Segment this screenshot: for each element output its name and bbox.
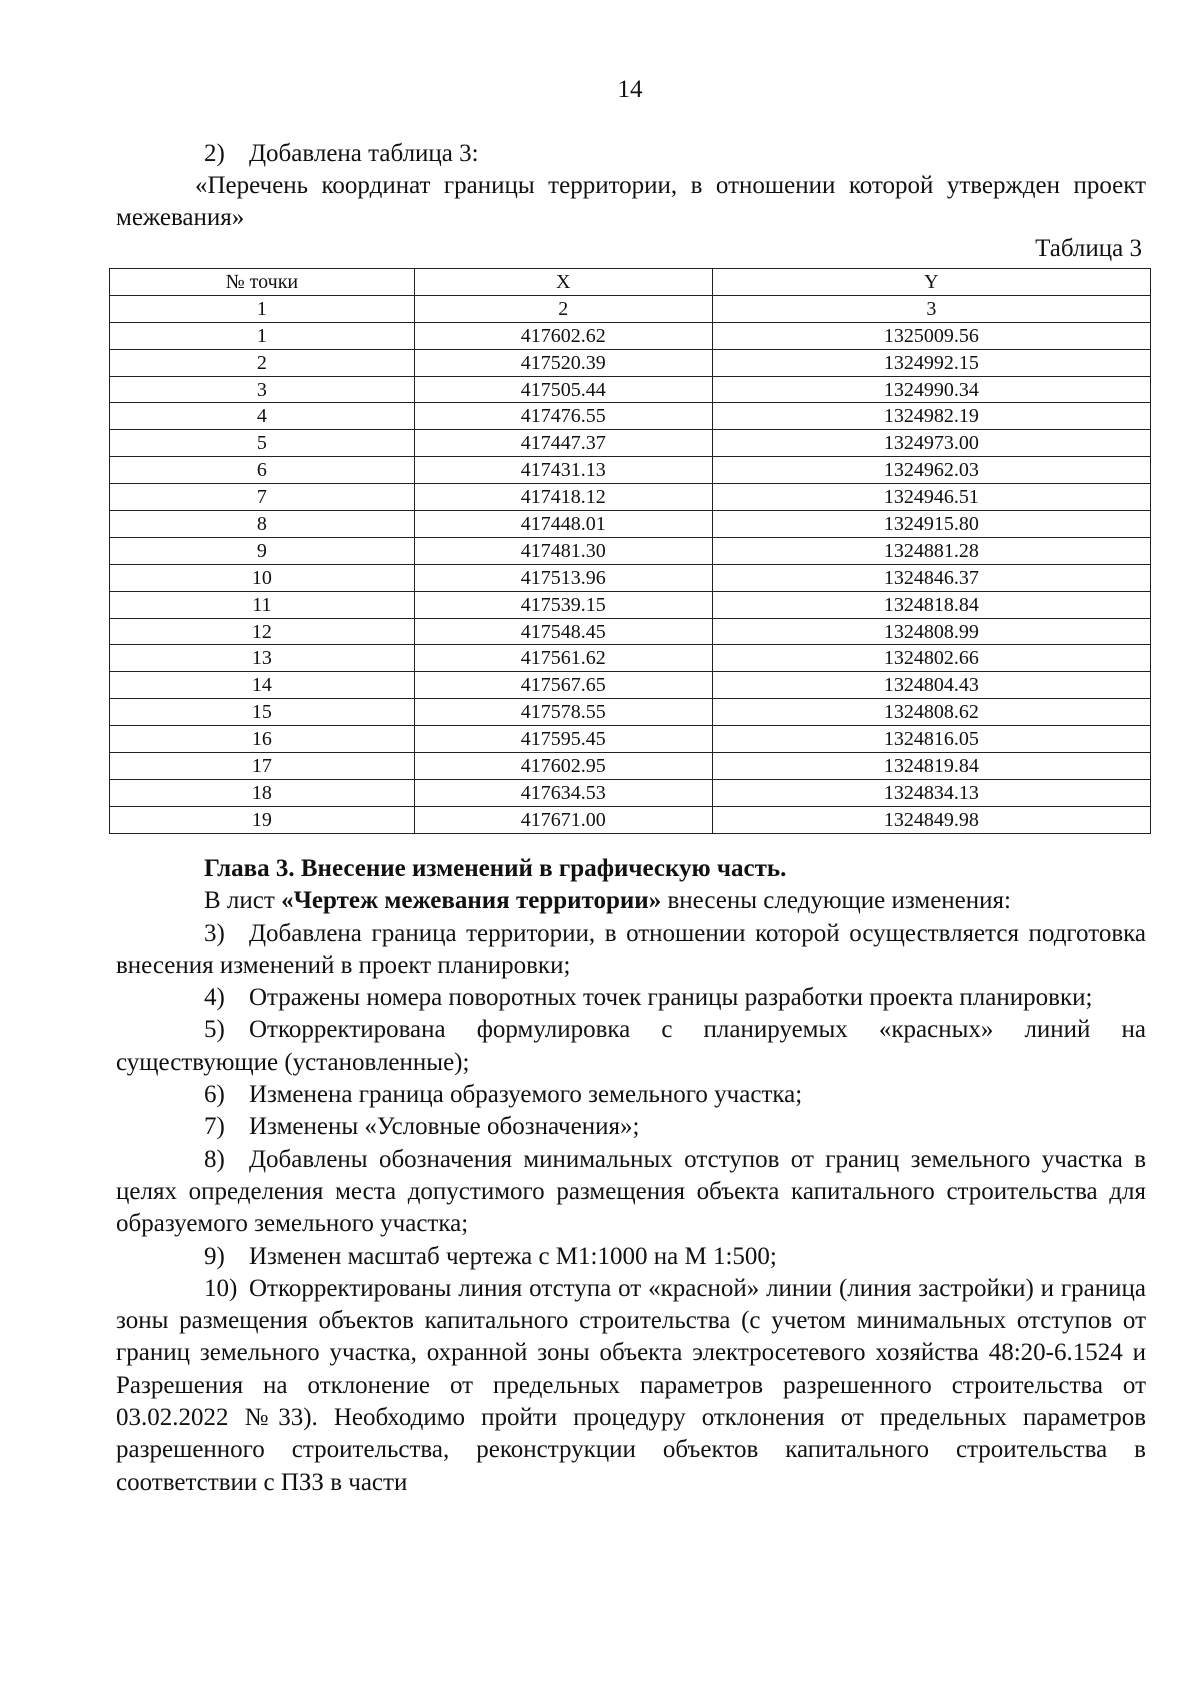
cell-x: 417634.53 — [414, 779, 712, 806]
cell-x: 417578.55 — [414, 699, 712, 726]
table-row — [110, 484, 1151, 511]
change-item-text: Добавлена граница территории, в отношении которой осуществляется подготовка внесения изменений в проект планировки; — [116, 919, 1146, 979]
item-text: Добавлена таблица 3: — [249, 140, 479, 167]
table-row — [110, 376, 1151, 403]
cell-y: 1324849.98 — [712, 806, 1150, 833]
change-item-number: 9) — [204, 1242, 225, 1270]
change-item — [116, 1144, 1146, 1241]
chapter-title: Глава 3. Внесение изменений в графическую часть. — [204, 855, 787, 882]
chapter-section — [116, 853, 1146, 1499]
coordinates-table — [109, 268, 1151, 834]
change-item — [116, 982, 1146, 1014]
cell-point-number: 13 — [110, 645, 415, 672]
cell-point-number: 12 — [110, 618, 415, 645]
table-title-quote: «Перечень координат границы территории, в отношении которой утвержден проект межевания» — [116, 172, 1146, 231]
cell-point-number: 5 — [110, 430, 415, 457]
change-item-number: 10) — [204, 1274, 238, 1302]
cell-x: 417548.45 — [414, 618, 712, 645]
lead-prefix: В лист — [204, 887, 282, 915]
change-item-number: 7) — [204, 1113, 225, 1141]
cell-y: 1324982.19 — [712, 403, 1150, 430]
change-item-text: Изменена граница образуемого земельного участка; — [249, 1081, 803, 1109]
table-row — [110, 403, 1151, 430]
cell-y: 1324846.37 — [712, 564, 1150, 591]
cell-y: 1324808.62 — [712, 699, 1150, 726]
column-number: 3 — [712, 295, 1150, 322]
table-row — [110, 699, 1151, 726]
cell-x: 417447.37 — [414, 430, 712, 457]
cell-x: 417418.12 — [414, 484, 712, 511]
cell-y: 1324992.15 — [712, 349, 1150, 376]
cell-point-number: 14 — [110, 672, 415, 699]
table-row — [110, 457, 1151, 484]
lead-suffix: внесены следующие изменения: — [661, 887, 1011, 915]
change-item-text: Откорректирована формулировка с планируемых «красных» линий на существующие (установленные); — [116, 1016, 1146, 1076]
table-caption: Таблица 3 — [1035, 235, 1142, 262]
cell-y: 1324881.28 — [712, 537, 1150, 564]
cell-x: 417505.44 — [414, 376, 712, 403]
header-x: X — [414, 269, 712, 296]
cell-point-number: 8 — [110, 511, 415, 538]
header-y: Y — [712, 269, 1150, 296]
cell-x: 417481.30 — [414, 537, 712, 564]
cell-point-number: 7 — [110, 484, 415, 511]
table-header-row — [110, 269, 1151, 296]
cell-point-number: 15 — [110, 699, 415, 726]
table-row — [110, 511, 1151, 538]
cell-y: 1324816.05 — [712, 726, 1150, 753]
table-row — [110, 806, 1151, 833]
cell-point-number: 4 — [110, 403, 415, 430]
change-item — [116, 1111, 1146, 1143]
change-item — [116, 1014, 1146, 1079]
cell-x: 417520.39 — [414, 349, 712, 376]
change-item-text: Откорректированы линия отступа от «красной» линии (линия застройки) и граница зоны размещения объектов капитального строительства (с учетом минимальных отступов от границ земельного участка, охранной зоны объекта электросетевого хозяйства 48:20-6.1524 и Разрешения на отклонение от предельных параметров разрешенного строительства от 03.02.2022 №33). Необходимо пройти процедуру отклонения от предельных параметров разрешенного строительства, реконструкции объектов капитального строительства в соответствии с ПЗЗ в части — [116, 1274, 1146, 1496]
cell-x: 417431.13 — [414, 457, 712, 484]
cell-x: 417561.62 — [414, 645, 712, 672]
intro-item — [116, 138, 1146, 170]
cell-y: 1324962.03 — [712, 457, 1150, 484]
table-row — [110, 753, 1151, 780]
cell-x: 417602.62 — [414, 322, 712, 349]
table-row — [110, 430, 1151, 457]
change-item-text: Изменен масштаб чертежа с М1:1000 на М 1:500; — [249, 1242, 777, 1270]
change-item-number: 5) — [204, 1016, 225, 1044]
cell-point-number: 6 — [110, 457, 415, 484]
table-row — [110, 618, 1151, 645]
changes-list — [116, 918, 1146, 1499]
cell-y: 1324802.66 — [712, 645, 1150, 672]
change-item-number: 8) — [204, 1145, 225, 1173]
cell-x: 417595.45 — [414, 726, 712, 753]
change-item-text: Изменены «Условные обозначения»; — [249, 1113, 640, 1141]
column-number: 2 — [414, 295, 712, 322]
header-point-number: № точки — [110, 269, 415, 296]
cell-point-number: 10 — [110, 564, 415, 591]
cell-y: 1324819.84 — [712, 753, 1150, 780]
lead-sheet-name: «Чертеж межевания территории» — [281, 887, 662, 915]
cell-x: 417448.01 — [414, 511, 712, 538]
change-item-number: 3) — [204, 919, 225, 947]
cell-point-number: 11 — [110, 591, 415, 618]
page-number: 14 — [617, 76, 643, 103]
table-row — [110, 726, 1151, 753]
cell-y: 1324915.80 — [712, 511, 1150, 538]
table-row — [110, 645, 1151, 672]
table-row — [110, 591, 1151, 618]
table-body — [110, 322, 1151, 833]
cell-x: 417602.95 — [414, 753, 712, 780]
cell-y: 1324808.99 — [712, 618, 1150, 645]
cell-y: 1324973.00 — [712, 430, 1150, 457]
table-column-numbers-row — [110, 295, 1151, 322]
table-row — [110, 537, 1151, 564]
table-row — [110, 672, 1151, 699]
item-number: 2) — [204, 140, 225, 167]
change-item-text: Добавлены обозначения минимальных отступов от границ земельного участка в целях определения места допустимого размещения объекта капитального строительства для образуемого земельного участка; — [116, 1145, 1146, 1238]
table-row — [110, 564, 1151, 591]
column-number: 1 — [110, 295, 415, 322]
cell-point-number: 2 — [110, 349, 415, 376]
table-row — [110, 779, 1151, 806]
change-item — [116, 918, 1146, 983]
cell-y: 1324990.34 — [712, 376, 1150, 403]
cell-x: 417513.96 — [414, 564, 712, 591]
cell-x: 417671.00 — [414, 806, 712, 833]
table-row — [110, 322, 1151, 349]
cell-y: 1324804.43 — [712, 672, 1150, 699]
chapter-lead — [116, 885, 1146, 917]
change-item — [116, 1241, 1146, 1273]
cell-point-number: 18 — [110, 779, 415, 806]
cell-point-number: 19 — [110, 806, 415, 833]
intro-section — [116, 138, 1146, 264]
cell-point-number: 17 — [110, 753, 415, 780]
change-item — [116, 1273, 1146, 1499]
cell-y: 1325009.56 — [712, 322, 1150, 349]
cell-point-number: 1 — [110, 322, 415, 349]
cell-y: 1324946.51 — [712, 484, 1150, 511]
cell-y: 1324834.13 — [712, 779, 1150, 806]
cell-x: 417567.65 — [414, 672, 712, 699]
change-item — [116, 1079, 1146, 1111]
cell-x: 417539.15 — [414, 591, 712, 618]
change-item-text: Отражены номера поворотных точек границы разработки проекта планировки; — [249, 984, 1093, 1012]
cell-y: 1324818.84 — [712, 591, 1150, 618]
cell-point-number: 3 — [110, 376, 415, 403]
cell-x: 417476.55 — [414, 403, 712, 430]
change-item-number: 6) — [204, 1081, 225, 1109]
table-row — [110, 349, 1151, 376]
cell-point-number: 16 — [110, 726, 415, 753]
change-item-number: 4) — [204, 984, 225, 1012]
cell-point-number: 9 — [110, 537, 415, 564]
